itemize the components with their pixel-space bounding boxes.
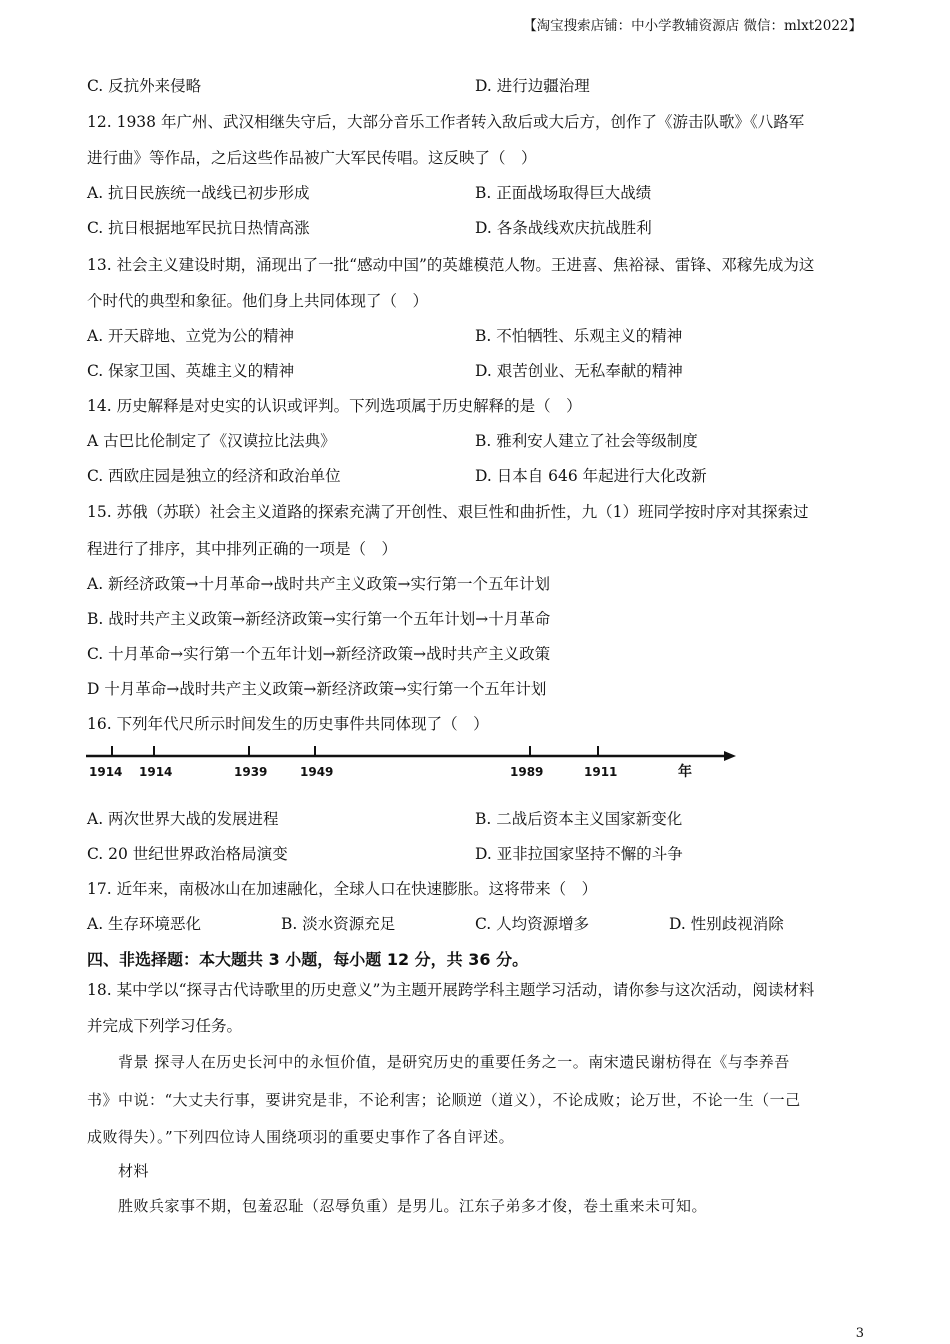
q16-stem: 16. 下列年代尺所示时间发生的历史事件共同体现了（ ） (87, 715, 489, 733)
page-header: 【淘宝搜索店铺：中小学教辅资源店 微信：mlxt2022】 (523, 18, 862, 34)
q12-stem-line1: 12. 1938 年广州、武汉相继失守后，大部分音乐工作者转入敌后或大后方，创作了《游击队歌》《八路军 (87, 113, 805, 131)
q15-option-c: C. 十月革命→实行第一个五年计划→新经济政策→战时共产主义政策 (87, 645, 551, 663)
q13-option-b: B. 不怕牺牲、乐观主义的精神 (475, 327, 683, 345)
q12-option-b: B. 正面战场取得巨大战绩 (475, 184, 652, 202)
q13-stem-line1: 13. 社会主义建设时期，涌现出了一批“感动中国”的英雄模范人物。王进喜、焦裕禄、雷锋、邓稼先成为这 (87, 256, 815, 274)
section-heading: 四、非选择题：本大题共 3 小题，每小题 12 分，共 36 分。 (87, 950, 529, 969)
timeline-label: 1989 (510, 765, 544, 779)
q18-background-line2: 书》中说：“大丈夫行事，要讲究是非，不论利害；论顺逆（道义），不论成败；论万世，不论一生（一己 (87, 1091, 801, 1109)
q13-stem-line2: 个时代的典型和象征。他们身上共同体现了（ ） (87, 292, 429, 310)
q12-option-d: D. 各条战线欢庆抗战胜利 (475, 219, 652, 237)
timeline-label: 1911 (584, 765, 618, 779)
q18-stem-line2: 并完成下列学习任务。 (87, 1017, 243, 1035)
timeline-label: 1949 (300, 765, 334, 779)
timeline-label: 1914 (89, 765, 123, 779)
q18-background-line3: 成败得失）。”下列四位诗人围绕项羽的重要史事作了各自评述。 (87, 1128, 515, 1146)
page-number: 3 (855, 1326, 864, 1341)
q12-stem-line2: 进行曲》等作品，之后这些作品被广大军民传唱。这反映了（ ） (87, 149, 537, 167)
q15-option-a: A. 新经济政策→十月革命→战时共产主义政策→实行第一个五年计划 (87, 575, 551, 593)
timeline-label: 1914 (139, 765, 173, 779)
q14-option-b: B. 雅利安人建立了社会等级制度 (475, 432, 698, 450)
q14-stem: 14. 历史解释是对史实的认识或评判。下列选项属于历史解释的是（ ） (87, 397, 582, 415)
q15-option-d: D 十月革命→战时共产主义政策→新经济政策→实行第一个五年计划 (87, 680, 547, 698)
q18-poem: 胜败兵家事不期，包羞忍耻（忍辱负重）是男儿。江东子弟多才俊，卷土重来未可知。 (118, 1197, 708, 1215)
q16-option-d: D. 亚非拉国家坚持不懈的斗争 (475, 845, 683, 863)
q16-option-b: B. 二战后资本主义国家新变化 (475, 810, 683, 828)
q11-option-d: D. 进行边疆治理 (475, 77, 590, 95)
q17-option-a: A. 生存环境恶化 (87, 915, 202, 933)
q18-background-line1: 背景 探寻人在历史长河中的永恒价值，是研究历史的重要任务之一。南宋遗民谢枋得在《与李养吾 (118, 1053, 790, 1071)
q17-option-c: C. 人均资源增多 (475, 915, 590, 933)
q12-option-c: C. 抗日根据地军民抗日热情高涨 (87, 219, 310, 237)
q12-option-a: A. 抗日民族统一战线已初步形成 (87, 184, 310, 202)
q15-stem-line2: 程进行了排序，其中排列正确的一项是（ ） (87, 540, 398, 558)
q17-option-d: D. 性别歧视消除 (669, 915, 784, 933)
q16-option-a: A. 两次世界大战的发展进程 (87, 810, 279, 828)
timeline-unit: 年 (678, 764, 692, 780)
q14-option-c: C. 西欧庄园是独立的经济和政治单位 (87, 467, 341, 485)
q14-option-a: A 古巴比伦制定了《汉谟拉比法典》 (87, 432, 336, 450)
q11-option-c: C. 反抗外来侵略 (87, 77, 202, 95)
q16-option-c: C. 20 世纪世界政治格局演变 (87, 845, 288, 863)
q13-option-d: D. 艰苦创业、无私奉献的精神 (475, 362, 683, 380)
q17-option-b: B. 淡水资源充足 (281, 915, 396, 933)
timeline-arrow-icon (724, 751, 736, 761)
q13-option-c: C. 保家卫国、英雄主义的精神 (87, 362, 295, 380)
q13-option-a: A. 开天辟地、立党为公的精神 (87, 327, 295, 345)
q15-stem-line1: 15. 苏俄（苏联）社会主义道路的探索充满了开创性、艰巨性和曲折性，九（1）班同学按时序对其探索过 (87, 503, 809, 521)
q15-option-b: B. 战时共产主义政策→新经济政策→实行第一个五年计划→十月革命 (87, 610, 551, 628)
q18-stem-line1: 18. 某中学以“探寻古代诗歌里的历史意义”为主题开展跨学科主题学习活动，请你参与这次活动，阅读材料 (87, 981, 815, 999)
q18-material-label: 材料 (118, 1162, 150, 1180)
q14-option-d: D. 日本自 646 年起进行大化改新 (475, 467, 707, 485)
q17-stem: 17. 近年来，南极冰山在加速融化，全球人口在快速膨胀。这将带来（ ） (87, 880, 598, 898)
timeline-ruler (84, 742, 744, 790)
timeline-label: 1939 (234, 765, 268, 779)
